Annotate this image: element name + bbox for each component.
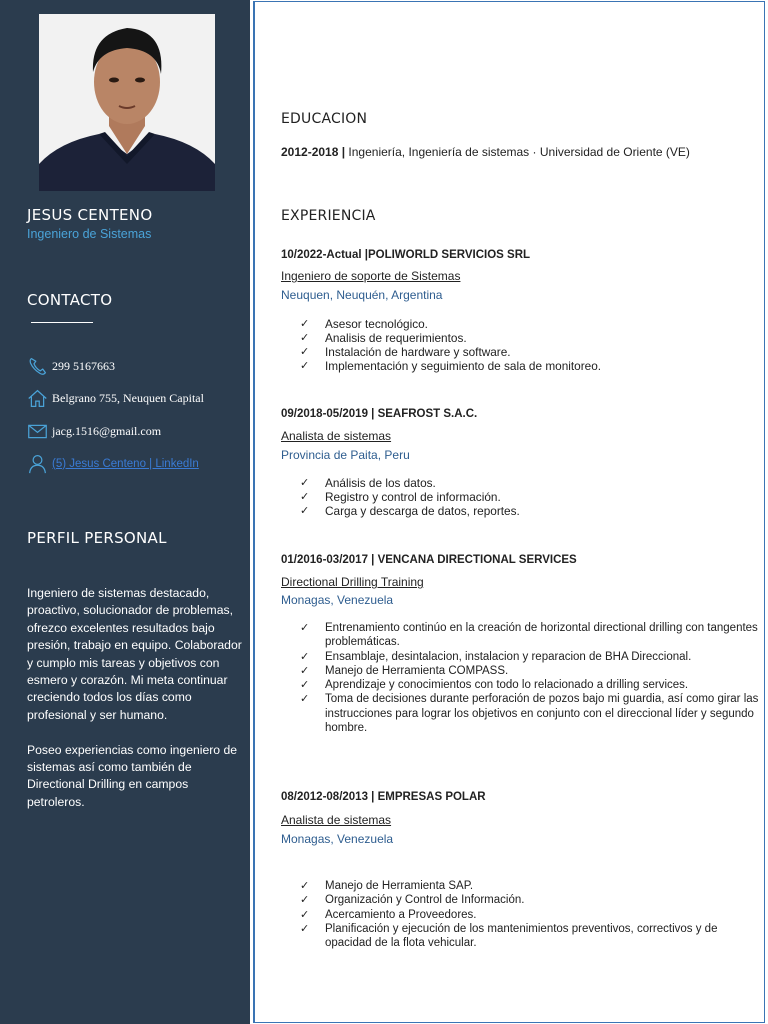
linkedin-link[interactable]: (5) Jesus Centeno | LinkedIn (52, 457, 199, 470)
list-item: ✓ Analisis de requerimientos. (300, 331, 762, 345)
profile-heading: PERFIL PERSONAL (27, 529, 167, 547)
job-bullets (300, 879, 762, 950)
list-item: ✓ Registro y control de información. (300, 490, 762, 504)
profile-paragraph: Poseo experiencias como ingeniero de sistemas así como también de Directional Drilling en campos petroleros. (27, 742, 238, 809)
job-header: 01/2016-03/2017 | VENCANA DIRECTIONAL SERVICES (281, 554, 577, 566)
contact-divider (31, 322, 93, 323)
contact-linkedin (27, 453, 199, 474)
list-item: ✓ Análisis de los datos. (300, 476, 762, 490)
list-item: ✓ Instalación de hardware y software. (300, 345, 762, 359)
list-item: ✓ Carga y descarga de datos, reportes. (300, 504, 762, 518)
education-entry (281, 145, 690, 159)
job-title: Analista de sistemas (281, 813, 392, 827)
list-item: ✓ Manejo de Herramienta SAP. (300, 879, 762, 893)
phone-number: 299 5167663 (52, 359, 115, 373)
job-bullets (300, 476, 762, 518)
phone-icon (27, 356, 48, 377)
education-heading: EDUCACION (281, 111, 368, 127)
contact-email (27, 421, 161, 442)
list-item: ✓ Aprendizaje y conocimientos con todo lo relacionado a drilling services. (300, 678, 762, 692)
job-header: 09/2018-05/2019 | SEAFROST S.A.C. (281, 408, 478, 420)
email-text: jacg.1516@gmail.com (52, 424, 162, 438)
job-title: Ingeniero de soporte de Sistemas (281, 269, 461, 283)
education-detail: Ingeniería, Ingeniería de sistemas · Universidad de Oriente (VE) (345, 145, 690, 159)
job-title: Directional Drilling Training (281, 575, 424, 589)
mail-icon (27, 421, 48, 442)
list-item: ✓ Manejo de Herramienta COMPASS. (300, 664, 762, 678)
profile-photo (39, 14, 215, 191)
user-icon (27, 453, 48, 474)
list-item: ✓ Asesor tecnológico. (300, 317, 762, 331)
job-location: Provincia de Paita, Peru (281, 448, 410, 462)
candidate-name: JESUS CENTENO (27, 206, 153, 224)
job-bullets (300, 317, 762, 373)
job-header: 10/2022-Actual |POLIWORLD SERVICIOS SRL (281, 249, 531, 261)
experience-heading: EXPERIENCIA (281, 208, 376, 224)
sidebar (0, 0, 250, 1024)
list-item: ✓ Entrenamiento continúo en la creación de horizontal directional drilling con tangentes problemáticas. (300, 621, 762, 650)
job-location: Monagas, Venezuela (281, 593, 394, 607)
education-years: 2012-2018 | (281, 145, 346, 159)
job-location: Monagas, Venezuela (281, 832, 394, 846)
job-title: Analista de sistemas (281, 429, 392, 443)
job-bullets (300, 621, 762, 735)
profile-photo-image (39, 14, 215, 191)
job-header: 08/2012-08/2013 | EMPRESAS POLAR (281, 791, 486, 803)
contact-phone (27, 356, 115, 377)
list-item: ✓ Acercamiento a Proveedores. (300, 908, 762, 922)
home-icon (27, 388, 48, 409)
list-item: ✓ Toma de decisiones durante perforación de pozos bajo mi guardia, así como girar las instrucciones para lograr los objetivos en conjunto con el direccional líder y segundo hombre. (300, 692, 762, 735)
profile-paragraph: Ingeniero de sistemas destacado, proactivo, solucionador de problemas, ofrezco excelentes resultados bajo presión, trabajo en equipo. Colaborador y cumplo mis tareas y objetivos con esmero y corazón. Mi meta continuar creciendo todos los días como profesional y ser humano. (27, 586, 242, 722)
candidate-role: Ingeniero de Sistemas (27, 227, 152, 241)
list-item: ✓ Ensamblaje, desintalacion, instalacion y reparacion de BHA Direccional. (300, 650, 762, 664)
contact-address (27, 388, 204, 409)
list-item: ✓ Implementación y seguimiento de sala de monitoreo. (300, 359, 762, 373)
address-text: Belgrano 755, Neuquen Capital (52, 391, 204, 405)
contact-heading: CONTACTO (27, 291, 113, 309)
list-item: ✓ Planificación y ejecución de los mantenimientos preventivos, correctivos y de opacidad de la flota vehicular. (300, 922, 762, 951)
job-location: Neuquen, Neuquén, Argentina (281, 288, 443, 302)
list-item: ✓ Organización y Control de Información. (300, 893, 762, 907)
profile-text (27, 585, 249, 829)
